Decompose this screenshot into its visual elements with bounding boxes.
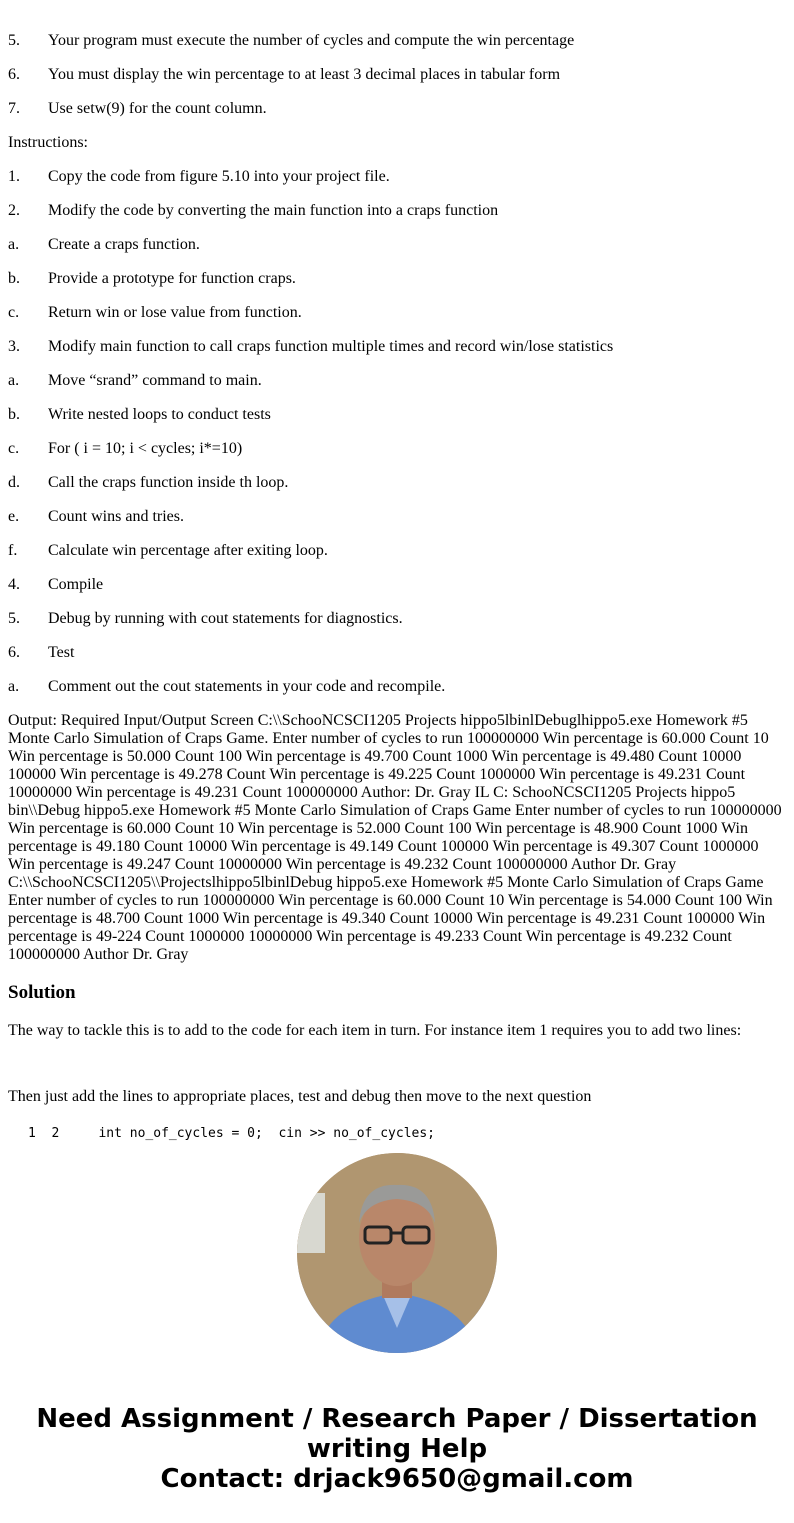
list-number: 3. bbox=[8, 338, 20, 355]
list-text: Modify the code by converting the main function into a craps function bbox=[48, 202, 499, 219]
list-text: Comment out the cout statements in your code and recompile. bbox=[48, 678, 446, 695]
list-text: Count wins and tries. bbox=[48, 508, 184, 525]
footer-contact: Contact: drjack9650@gmail.com bbox=[160, 1464, 634, 1494]
list-number: a. bbox=[8, 372, 20, 389]
list-number: 5. bbox=[8, 32, 20, 49]
list-item bbox=[8, 644, 786, 662]
list-item bbox=[8, 304, 786, 322]
list-item bbox=[8, 610, 786, 628]
list-number: 6. bbox=[8, 66, 20, 83]
list-item bbox=[8, 338, 786, 356]
list-text: Return win or lose value from function. bbox=[48, 304, 302, 321]
list-number: 2. bbox=[8, 202, 20, 219]
list-text: For ( i = 10; i < cycles; i*=10) bbox=[48, 440, 243, 457]
solution-heading: Solution bbox=[8, 982, 76, 1003]
list-item bbox=[8, 440, 786, 458]
list-number: a. bbox=[8, 236, 20, 253]
list-item bbox=[8, 202, 786, 220]
list-item bbox=[8, 678, 786, 696]
code-text: int no_of_cycles = 0; cin >> no_of_cycles; bbox=[98, 1126, 435, 1141]
list-text: Call the craps function inside th loop. bbox=[48, 474, 289, 491]
list-item bbox=[8, 100, 786, 118]
list-text: Provide a prototype for function craps. bbox=[48, 270, 296, 287]
list-number: a. bbox=[8, 678, 20, 695]
list-number: d. bbox=[8, 474, 20, 491]
list-item bbox=[8, 406, 786, 424]
footer-help-text: Need Assignment / Research Paper / Dissertation writing Help bbox=[36, 1404, 758, 1464]
list-number: c. bbox=[8, 440, 20, 457]
list-item bbox=[8, 168, 786, 186]
list-item bbox=[8, 474, 786, 492]
list-text: Use setw(9) for the count column. bbox=[48, 100, 267, 117]
list-number: b. bbox=[8, 406, 20, 423]
list-text: Create a craps function. bbox=[48, 236, 200, 253]
list-item bbox=[8, 542, 786, 560]
list-text: You must display the win percentage to at least 3 decimal places in tabular form bbox=[48, 66, 561, 83]
list-item bbox=[8, 508, 786, 526]
list-text: Calculate win percentage after exiting loop. bbox=[48, 542, 328, 559]
list-item bbox=[8, 66, 786, 84]
list-text: Compile bbox=[48, 576, 104, 593]
list-item bbox=[8, 32, 786, 50]
list-text: Modify main function to call craps function multiple times and record win/lose statistics bbox=[48, 338, 614, 355]
list-number: 4. bbox=[8, 576, 20, 593]
author-avatar bbox=[297, 1153, 497, 1353]
list-number: c. bbox=[8, 304, 20, 321]
list-number: e. bbox=[8, 508, 20, 525]
output-text: Output: Required Input/Output Screen C:\\SchooNCSCI1205 Projects hippo5lbinlDebuglhippo5.exe Homework #5 Monte Carlo Simulation of Craps Game. Enter number of cycles to run 100000000 Win percentage is 60.000 Count 10 Win percentage is 50.000 Count 100 Win percentage is 49.700 Count 1000 Win percentage is 49.480 Count 10000 100000 Win percentage is 49.278 Count Win percentage is 49.225 Count 1000000 Win percentage is 49.231 Count 10000000 Win percentage is 49.231 Count 100000000 Author: Dr. Gray IL C: SchooNCSCI1205 Projects hippo5 bin\\Debug hippo5.exe Homework #5 Monte Carlo Simulation of Craps Game Enter number of cycles to run 100000000 Win percentage is 60.000 Count 10 Win percentage is 52.000 Count 100 Win percentage is 48.900 Count 1000 Win percentage is 49.180 Count 10000 Win percentage is 49.149 Count 100000 Win percentage is 49.307 Count 1000000 Win percentage is 49.247 Count 10000000 Win percentage is 49.232 Count 100000000 Author Dr. Gray C:\\SchooNCSCI1205\\Projectslhippo5lbinlDebug hippo5.exe Homework #5 Monte Carlo Simulation of Craps Game Enter number of cycles to run 100000000 Win percentage is 60.000 Count 10 Win percentage is 54.000 Count 100 Win percentage is 48.700 Count 1000 Win percentage is 49.340 Count 10000 Win percentage is 49.231 Count 100000 Win percentage is 49-224 Count 1000000 10000000 Win percentage is 49.233 Count Win percentage is 49.232 Count 100000000 Author Dr. Gray bbox=[8, 712, 782, 963]
solution-intro: The way to tackle this is to add to the code for each item in turn. For instance item 1 requires you to add two lines: bbox=[8, 1022, 742, 1039]
list-item bbox=[8, 236, 786, 254]
list-item bbox=[8, 270, 786, 288]
list-text: Test bbox=[48, 644, 75, 661]
solution-next: Then just add the lines to appropriate places, test and debug then move to the next question bbox=[8, 1088, 592, 1105]
list-text: Copy the code from figure 5.10 into your project file. bbox=[48, 168, 390, 185]
code-line-numbers: 1 2 bbox=[28, 1126, 60, 1141]
list-number: f. bbox=[8, 542, 18, 559]
list-number: 6. bbox=[8, 644, 20, 661]
list-number: 5. bbox=[8, 610, 20, 627]
list-item bbox=[8, 576, 786, 594]
document bbox=[8, 0, 786, 1142]
list-text: Write nested loops to conduct tests bbox=[48, 406, 271, 423]
cut-off-line bbox=[8, 0, 786, 16]
list-text: Debug by running with cout statements for diagnostics. bbox=[48, 610, 403, 627]
code-block bbox=[28, 1126, 786, 1142]
footer-banner bbox=[0, 1404, 794, 1494]
list-text: Move “srand” command to main. bbox=[48, 372, 262, 389]
instructions-label: Instructions: bbox=[8, 134, 88, 151]
list-number: 1. bbox=[8, 168, 20, 185]
list-number: b. bbox=[8, 270, 20, 287]
list-number: 7. bbox=[8, 100, 20, 117]
list-item bbox=[8, 372, 786, 390]
list-text: Your program must execute the number of cycles and compute the win percentage bbox=[48, 32, 575, 49]
